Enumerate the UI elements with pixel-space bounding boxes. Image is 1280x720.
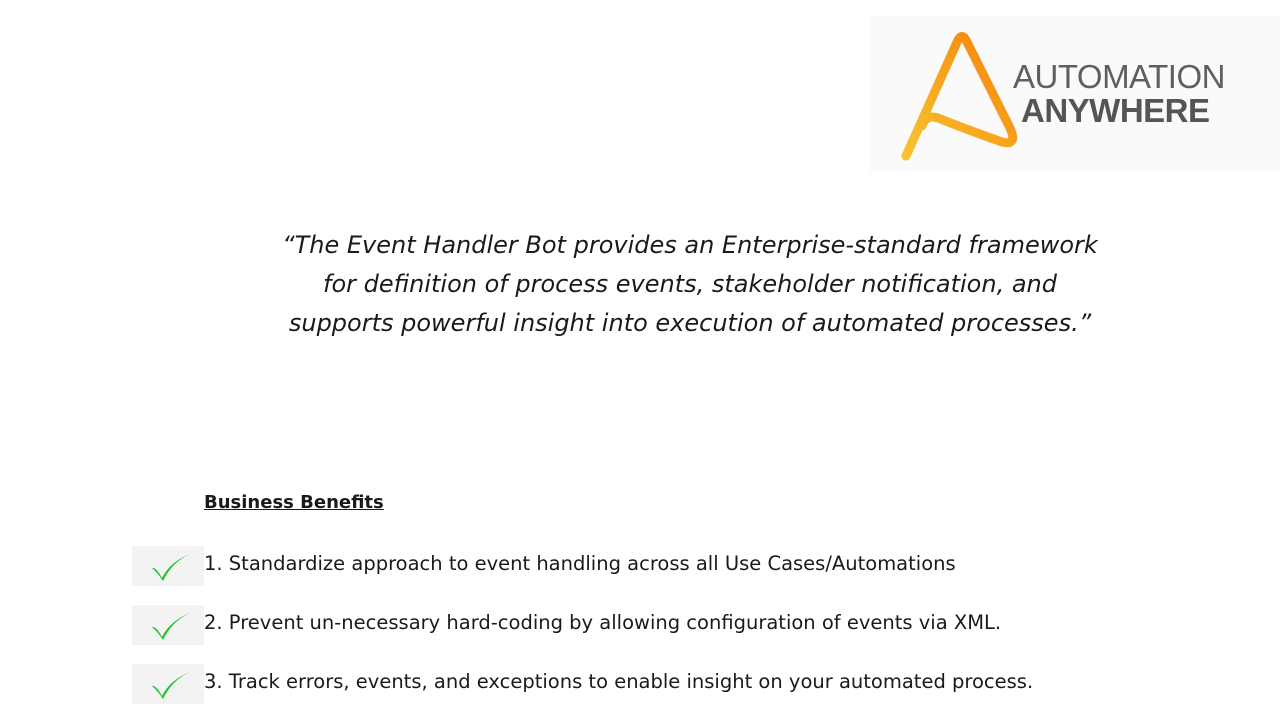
quote-block (160, 226, 1220, 343)
check-icon (132, 546, 204, 586)
benefit-item (132, 546, 1132, 586)
automation-anywhere-logo (870, 16, 1280, 172)
automation-anywhere-a-icon (898, 30, 1028, 162)
quote-line: for definition of process events, stakeholder notification, and (323, 270, 1057, 298)
quote-line: “The Event Handler Bot provides an Enterprise-standard framework (282, 231, 1098, 259)
check-icon (132, 605, 204, 645)
quote-line: supports powerful insight into execution of automated processes.” (288, 309, 1092, 337)
benefit-text: 1. Standardize approach to event handling across all Use Cases/Automations (204, 552, 956, 575)
benefit-item (132, 605, 1132, 645)
logo-text-anywhere: ANYWHERE (1021, 92, 1210, 129)
check-icon (132, 664, 204, 704)
benefit-item (132, 664, 1132, 704)
logo-text-automation: AUTOMATION (1013, 58, 1225, 95)
benefits-heading: Business Benefits (204, 492, 384, 513)
benefit-text: 3. Track errors, events, and exceptions to enable insight on your automated process. (204, 670, 1034, 693)
benefit-text: 2. Prevent un-necessary hard-coding by allowing configuration of events via XML. (204, 611, 1002, 634)
